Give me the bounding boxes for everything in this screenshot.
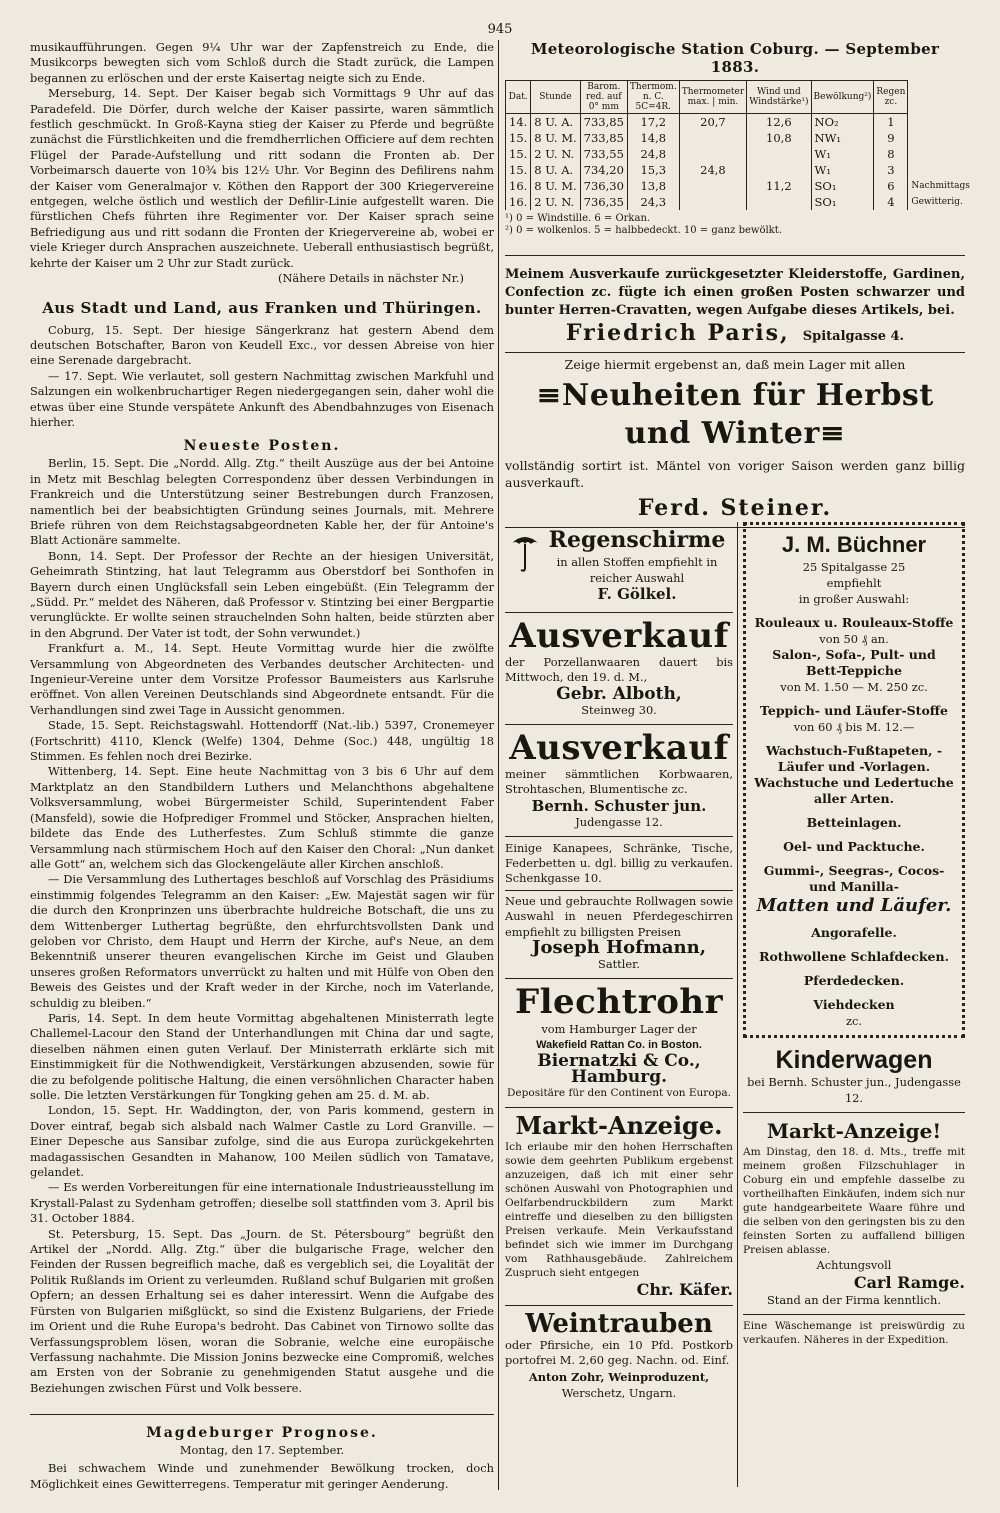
weather-cell-therm: 17,2 <box>627 114 679 131</box>
ad-line: Matten und Läufer. <box>756 895 952 916</box>
ad-line: Gummi-, Seegras-, Cocos- und Manilla- <box>763 863 945 894</box>
weather-cell-therm: 24,3 <box>627 194 679 210</box>
divider <box>505 255 965 256</box>
weather-cell-bew: 1 <box>874 114 908 131</box>
ad-text: Achtungsvoll <box>816 1258 892 1272</box>
weather-cell-barom: 733,85 <box>580 114 627 131</box>
ad-text: Zeige hiermit ergebenst an, daß mein Lager mit allen <box>564 357 906 372</box>
ad-text: Neue und gebrauchte Rollwagen sowie Auswahl in neuen Pferdegeschirren empfiehlt zu billigsten Preisen <box>505 893 733 939</box>
divider <box>505 890 733 891</box>
ad-headline: Ausverkauf <box>509 616 729 656</box>
ad-address: Werschetz, Ungarn. <box>561 1385 677 1400</box>
forecast-date: Montag, den 17. September. <box>179 1443 345 1458</box>
paragraph-bonn: Bonn, 14. Sept. Der Professor der Rechte an der hiesigen Universität, Geheimrath Stintzing, hat laut Telegramm aus Oberstdorf bei Sonthofen in Bayern durch einen Unglücksfall sein Leben eingebüßt. (Ein Telegramm der „Südd. Pr.“ meldet des Näheren, daß Professor v. Stintzing bei einer Bergpartie verunglückte. Er wollte seinen strauchelnden Sohn halten, beide stürzten aber in den Abgrund. Der Vater ist todt, der Sohn verwundet.) <box>30 548 494 640</box>
page-number: 945 <box>487 22 513 37</box>
ad-line: Wachstuch-Fußtapeten, -Läufer und -Vorlagen. <box>765 743 943 774</box>
weather-cell-max: 20,7 <box>679 114 747 131</box>
weather-cell-wind: W₁ <box>811 146 874 162</box>
ad-hofmann <box>505 837 733 979</box>
ad-kinderwagen <box>743 1042 965 1113</box>
ad-line: Rothwollene Schlafdecken. <box>759 949 949 964</box>
weather-cell-bew: 3 <box>874 162 908 178</box>
col-header: Thermom. n. C. 5C=4R. <box>627 81 679 114</box>
continued-note: (Nähere Details in nächster Nr.) <box>278 271 464 286</box>
news-column <box>30 40 494 1492</box>
ad-stack-right <box>743 522 965 1353</box>
ad-flechtrohr <box>505 979 733 1108</box>
forecast-heading: Magdeburger Prognose. <box>146 1425 378 1442</box>
ad-buechner <box>743 522 965 1038</box>
ad-headline: Regenschirme <box>548 527 726 553</box>
weather-cell-bew: 9 <box>874 130 908 146</box>
weather-cell-barom: 736,30 <box>580 178 627 194</box>
ad-text: Meinem Ausverkaufe zurückgesetzter Kleiderstoffe, Gardinen, Confection zc. fügte ich einen großen Posten schwarzer und bunter Herren-Cravatten, wegen Aufgabe dieses Artikels, bei. <box>505 267 965 318</box>
ad-line: Rouleaux u. Rouleaux-Stoffe <box>754 615 954 630</box>
col-header: Bewölkung²) <box>811 81 874 114</box>
ad-text: Wakefield Rattan Co. in Boston. <box>536 1039 702 1052</box>
column-divider <box>498 40 499 1490</box>
forecast-text: Bei schwachem Winde und zunehmender Bewölkung trocken, doch Möglichkeit eines Gewitterregens. Temperatur mit geringer Aenderung. <box>30 1461 494 1491</box>
ad-text: Ich erlaube mir den hohen Herrschaften sowie dem geehrten Publikum ergebenst anzuzeigen, daß ich mit einer sehr schönen Auswahl von Photographien und Oelfarbendruckbildern zum Markt eintreffe und dieselben zu den billigsten Preisen verkaufe. Mein Verkaufsstand befindet sich wie immer im Durchgang vom Rathhausgebäude. Zahlreichem Zuspruch sieht entgegen <box>505 1141 733 1280</box>
weather-cell-wind: W₁ <box>811 162 874 178</box>
ad-signature: Chr. Käfer. <box>636 1280 733 1300</box>
weather-cell-stunde: 2 U. N. <box>531 194 580 210</box>
col-header: Wind und Windstärke¹) <box>747 81 811 114</box>
weather-cell-barom: 734,20 <box>580 162 627 178</box>
ad-text: Einige Kanapees, Schränke, Tische, Federbetten u. dgl. billig zu verkaufen. Schenkgasse 10. <box>505 840 733 886</box>
weather-row <box>506 130 974 146</box>
weather-cell-stunde: 8 U. M. <box>531 178 580 194</box>
paragraph-paris: Paris, 14. Sept. In dem heute Vormittag abgehaltenen Ministerrath legte Challemel-Lacour den Stand der Unterhandlungen mit China dar und sagte, dieselben nähmen einen guten Verlauf. Der Ministerrath erklärte sich mit Einstimmigkeit für die Nothwendigkeit, Verstärkungen abzusenden, sowie für die zu befolgende politische Haltung, die einen versöhnlichen Character haben solle. Die letzten Verstärkungen für Tongking gehen am 25. d. M. ab. <box>30 1010 494 1102</box>
weather-row <box>506 162 974 178</box>
ad-line: von 50 ₰ an. <box>819 632 889 646</box>
weather-station-title: Meteorologische Station Coburg. — September 1883. <box>530 40 940 76</box>
ad-headline: ≡Neuheiten für Herbst und Winter≡ <box>536 378 934 451</box>
weather-cell-dat: 16. <box>506 178 531 194</box>
weather-cell-note: Gewitterig. <box>911 197 963 207</box>
ad-line: von 60 ₰ bis M. 12.— <box>793 720 915 734</box>
weather-cell-min: 12,6 <box>747 114 811 131</box>
ad-headline: J. M. Büchner <box>781 532 927 557</box>
weather-cell-min <box>747 146 811 162</box>
ad-stack-left <box>505 522 733 1407</box>
ad-steiner <box>505 353 965 528</box>
weather-cell-dat: 14. <box>506 114 531 131</box>
ad-address: Steinweg 30. <box>581 702 657 717</box>
ad-headline: Kinderwagen <box>775 1046 933 1074</box>
paragraph-coburg: Coburg, 15. Sept. Der hiesige Sängerkranz hat gestern Abend dem deutschen Botschafter, Baron von Keudell Exc., vor dessen Abreise von hier eine Serenade dargebracht. <box>30 322 494 368</box>
ad-headline: Markt-Anzeige. <box>515 1111 723 1141</box>
paragraph-petersburg: St. Petersburg, 15. Sept. Das „Journ. de St. Pétersbourg“ begrüßt den Artikel der „Nordd. Allg. Ztg.“ über die bulgarische Frage, welcher den Feinden der Russen begreiflich mache, daß es vergeblich sei, die Loyalität der Politik Rußlands im Orient zu verleumden. Rußland schuf Bulgarien mit großen Opfern; an dessen Erhaltung sei es daher interessirt. Wenn die Aufgabe des Fürsten von Bulgarien mißglückt, so sind die Existenz Bulgariens, der Friede im Orient und die Ruhe Europa's bedroht. Das Cabinet von Tirnowo sollte das Verfassungsproblem lösen, woran die Sobranie, welche eine europäische Verfassung nachahmte. Die Mission Jonins bezwecke eine Compromiß, welches am Ersten von der Sobranie zu genehmigenden Statut ausgehe und die Beziehungen zwischen Fürst und Volk bessere. <box>30 1226 494 1395</box>
ad-line: Teppich- und Läufer-Stoffe <box>760 703 948 718</box>
weather-cell-note: Nachmittags <box>911 181 970 191</box>
weather-cell-barom: 733,85 <box>580 130 627 146</box>
weather-cell-max <box>679 194 747 210</box>
ad-line: Pferdedecken. <box>803 973 905 988</box>
paragraph-stade: Stade, 15. Sept. Reichstagswahl. Hottendorff (Nat.-lib.) 5397, Cronemeyer (Fortschritt) 4110, Klenck (Welfe) 1304, Dehme (Soc.) 448, ungültig 18 Stimmen. Es fehlen noch drei Bezirke. <box>30 718 494 764</box>
weather-cell-min <box>747 194 811 210</box>
ad-goelkel <box>505 522 733 613</box>
paragraph-wittenberg: Wittenberg, 14. Sept. Eine heute Nachmittag von 3 bis 6 Uhr auf dem Marktplatz an den Standbildern Luthers und Melanchthons abgehaltene Volksversammlung, wobei Bürgermeister Schild, Superintendent Faber (Mansfeld), sowie die Hofprediger Frommel und Stöcker, Ansprachen hielten, bildete das Ende des Lutherfestes. Zum Schluß stimmte die ganze Versammlung nach stürmischem Hoch auf den Kaiser den Choral: „Nun danket alle Gott“ an, welchem sich das Glockengeläute aller Kirchen anschloß. <box>30 764 494 871</box>
ad-text: vom Hamburger Lager der <box>541 1022 697 1037</box>
weather-cell-therm: 13,8 <box>627 178 679 194</box>
weather-cell-dat: 16. <box>506 194 531 210</box>
col-header: Thermometer max. | min. <box>679 81 747 114</box>
weather-cell-barom: 736,35 <box>580 194 627 210</box>
weather-cell-dat: 15. <box>506 162 531 178</box>
weather-row <box>506 194 974 210</box>
ad-headline: Markt-Anzeige! <box>766 1119 942 1143</box>
section-heading-news: Neueste Posten. <box>183 438 341 455</box>
weather-cell-therm: 15,3 <box>627 162 679 178</box>
weather-table <box>505 80 974 210</box>
ad-signature: Bernh. Schuster jun. <box>531 796 707 815</box>
col-header: Dat. <box>506 81 531 114</box>
ad-line: von M. 1.50 — M. 250 zc. <box>780 680 928 694</box>
paragraph-luthertag: — Die Versammlung des Luthertages beschloß auf Vorschlag des Präsidiums einstimmig folgendes Telegramm an den Kaiser: „Ew. Majestät sagen wir für die durch den Kronprinzen uns überbrachte huldreiche Botschaft, die uns zu dem Wittenberger Luthertag begrüßte, den ehrfurchtsvollsten Dank und geloben vor Christo, dem Haupt und Herrn der Kirche, auf's Neue, an dem Bekenntniß unserer theuren evangelischen Kirche im Geist und Glauben unseres großen Reformators unverrückt zu halten und mit Hülfe von Oben den Beweis des Geistes und der Kraft weder in der Kirche, noch im Vaterlande, schuldig zu bleiben.“ <box>30 872 494 1010</box>
weather-cell-note <box>908 146 973 162</box>
weather-footnote: ¹) 0 = Windstille. 6 = Orkan. <box>505 213 651 224</box>
paragraph-berlin: Berlin, 15. Sept. Die „Nordd. Allg. Ztg.“ theilt Auszüge aus der bei Antoine in Metz mit Beschlag belegten Correspondenz über dessen Verbindungen in Frankreich und die Unterstützung seiner Bestrebungen durch Franzosen, namentlich bei der beabsichtigten Gründung seines Journals, mit. Mehrere Briefe rühren von dem Reichstagsabgeordneten Kable her, der für Antoine's Blatt Actionäre sammelte. <box>30 456 494 548</box>
ad-line: in großer Auswahl: <box>798 592 910 606</box>
col-header: Stunde <box>531 81 580 114</box>
ad-line: zc. <box>845 1014 862 1028</box>
weather-cell-stunde: 8 U. M. <box>531 130 580 146</box>
ad-alboth <box>505 613 733 725</box>
ad-line: 25 Spitalgasse 25 <box>802 560 906 574</box>
weather-cell-min <box>747 162 811 178</box>
weather-cell-stunde: 8 U. A. <box>531 162 580 178</box>
ad-headline: Ausverkauf <box>509 727 729 768</box>
weather-cell-stunde: 8 U. A. <box>531 114 580 131</box>
ad-waeschemange <box>743 1315 965 1353</box>
ad-line: Wachstuche und Ledertuche aller Arten. <box>754 775 954 806</box>
paragraph-exhibition: — Es werden Vorbereitungen für eine internationale Industrieausstellung im Krystall-Palast zu Sydenham getroffen; dieselbe soll stattfinden vom 3. April bis 31. October 1884. <box>30 1180 494 1226</box>
ad-line: empfiehlt <box>826 576 882 590</box>
ad-text: meiner sämmtlichen Korbwaaren, Strohtaschen, Blumentische zc. <box>505 766 733 797</box>
col-header: Regen zc. <box>874 81 908 114</box>
ad-kaefer <box>505 1108 733 1306</box>
paragraph-frankfurt: Frankfurt a. M., 14. Sept. Heute Vormittag wurde hier die zwölfte Versammlung von Abgeordneten des Verbandes deutscher Architecten- und Ingenieur-Vereine unter dem Vorsitze Professor Baumeisters aus Karlsruhe eröffnet. Von allen Vereinen Deutschlands sind Abgeordnete entsandt. Für die Verhandlungen sind zwei Tage in Aussicht genommen. <box>30 641 494 717</box>
ad-headline: Weintrauben <box>525 1309 713 1340</box>
ad-schuster <box>505 725 733 837</box>
weather-cell-note <box>908 114 973 131</box>
ad-line: Viehdecken <box>813 997 895 1012</box>
weather-cell-dat: 15. <box>506 146 531 162</box>
weather-cell-therm: 14,8 <box>627 130 679 146</box>
ad-text: Stand an der Firma kenntlich. <box>767 1293 941 1307</box>
weather-cell-bew: 4 <box>874 194 908 210</box>
ad-paris <box>505 262 965 353</box>
ad-signature: Joseph Hofmann, <box>532 937 706 959</box>
weather-row <box>506 178 974 194</box>
weather-cell-wind: SO₁ <box>811 178 874 194</box>
col-header: Barom. red. auf 0° mm <box>580 81 627 114</box>
ad-signature: Anton Zohr, Weinproduzent, <box>528 1369 710 1384</box>
weather-cell-bew: 6 <box>874 178 908 194</box>
ad-signature: Friedrich Paris, Spitalgasse 4. <box>565 320 905 346</box>
ad-address: Judengasse 12. <box>575 814 663 829</box>
weather-cell-dat: 15. <box>506 130 531 146</box>
ad-text: Am Dinstag, den 18. d. Mts., treffe mit meinem großen Filzschuhlager in Coburg ein und empfehle dasselbe zu vortheilhaften Einkäufen, indem sich nur gute handgearbeitete Waare führe und die selben von den geringsten bis zu den feinsten Sorten zu auffallend billigen Preisen ablasse. <box>743 1146 965 1256</box>
weather-cell-max <box>679 178 747 194</box>
paragraph-london: London, 15. Sept. Hr. Waddington, der, von Paris kommend, gestern in Dover eintraf, begab sich alsbald nach Walmer Castle zu Lord Granville. — Einer Depesche aus Sansibar zufolge, sind die aus Europa zurückgekehrten madagassischen Gesandten in Mahanow, 100 Meilen südlich von Tamatave, gelandet. <box>30 1103 494 1180</box>
ad-text: oder Pfirsiche, ein 10 Pfd. Postkorb portofrei M. 2,60 geg. Nachn. od. Einf. <box>505 1338 733 1368</box>
divider <box>30 1414 494 1415</box>
weather-footnote: ²) 0 = wolkenlos. 5 = halbbedeckt. 10 = ganz bewölkt. <box>505 225 782 236</box>
weather-cell-min: 10,8 <box>747 130 811 146</box>
weather-cell-therm: 24,8 <box>627 146 679 162</box>
weather-cell-wind: SO₁ <box>811 194 874 210</box>
ad-signature: Biernatzki & Co., Hamburg. <box>537 1051 701 1088</box>
weather-row <box>506 114 974 131</box>
ad-text: bei Bernh. Schuster jun., Judengasse 12. <box>747 1075 961 1105</box>
ad-zohr <box>505 1306 733 1407</box>
weather-cell-wind: NO₂ <box>811 114 874 131</box>
ad-ramge <box>743 1113 965 1315</box>
ad-line: Betteinlagen. <box>806 815 902 830</box>
weather-cell-note <box>908 162 973 178</box>
weather-cell-bew: 8 <box>874 146 908 162</box>
weather-row <box>506 146 974 162</box>
weather-cell-max <box>679 146 747 162</box>
paragraph-coburg-2: — 17. Sept. Wie verlautet, soll gestern Nachmittag zwischen Markfuhl und Salzungen ein wolkenbruchartiger Regen niedergegangen sein, daher wohl die etwas über eine Stunde verspätete Ankunft des Abendbahnzuges von Eisenach hierher. <box>30 368 494 429</box>
ad-signature: Ferd. Steiner. <box>637 495 833 521</box>
ad-role: Sattler. <box>598 957 640 972</box>
ad-signature: Carl Ramge. <box>853 1273 965 1292</box>
ad-headline: Flechtrohr <box>514 982 724 1023</box>
ad-signature: F. Gölkel. <box>597 585 677 603</box>
ad-line: Salon-, Sofa-, Pult- und Bett-Teppiche <box>772 647 936 678</box>
ad-text: Depositäre für den Continent von Europa. <box>507 1087 731 1100</box>
ad-text: vollständig sortirt ist. Mäntel von voriger Saison werden ganz billig ausverkauft. <box>505 458 965 490</box>
umbrella-icon <box>509 530 541 574</box>
paragraph-merseburg: Merseburg, 14. Sept. Der Kaiser begab sich Vormittags 9 Uhr auf das Paradefeld. Die Dörfer, durch welche der Kaiser passirte, waren sämmtlich festlich geschmückt. In Groß-Kayna stieg der Kaiser zu Pferde und begrüßte zunächst die Fürstlichkeiten und die fremdherrlichen Officiere auf dem rechten Flügel der Parade-Aufstellung und ritt sodann die Fronten ab. Der Vorbeimarsch dauerte von 10¾ bis 12½ Uhr. Vor Beginn des Defilirens nahm der Kaiser vom Generalmajor v. Köthen den Rapport der 300 Kriegervereine entgegen, welche östlich und westlich der Defilir-Linie aufgestellt waren. Die fürstlichen Chefs führten ihre Regimenter vor. Der Kaiser sprach seine Befriedigung aus und ritt sodann die Fronten der Kriegervereine ab, wobei er viele Krieger durch Ansprachen auszeichnete. Ueberall enthusiastisch begrüßt, kehrte der Kaiser um 2 Uhr zur Stadt zurück. <box>30 86 494 270</box>
ad-text: der Porzellanwaaren dauert bis Mittwoch, den 19. d. M., <box>505 655 733 685</box>
ad-text: in allen Stoffen empfiehlt in reicher Auswahl <box>556 555 718 585</box>
weather-cell-min: 11,2 <box>747 178 811 194</box>
weather-cell-stunde: 2 U. N. <box>531 146 580 162</box>
paragraph: musikaufführungen. Gegen 9¼ Uhr war der Zapfenstreich zu Ende, die Musikcorps bewegten sich vom Schloß durch die Stadt zurück, die Lampen begannen zu erlöschen und der erste Kaisertag neigte sich zu Ende. <box>30 40 494 85</box>
ads-column <box>505 40 970 1400</box>
section-heading-regional: Aus Stadt und Land, aus Franken und Thüringen. <box>42 298 482 317</box>
ad-line: Oel- und Packtuche. <box>783 839 925 854</box>
weather-cell-wind: NW₁ <box>811 130 874 146</box>
ad-divider <box>737 522 738 1487</box>
ad-lines <box>754 559 954 1029</box>
ad-line: Angorafelle. <box>811 925 897 940</box>
ad-text: Eine Wäschemange ist preiswürdig zu verkaufen. Näheres in der Expedition. <box>743 1320 965 1346</box>
weather-cell-barom: 733,55 <box>580 146 627 162</box>
ad-signature: Gebr. Alboth, <box>556 683 682 704</box>
weather-cell-max: 24,8 <box>679 162 747 178</box>
weather-cell-note <box>908 130 973 146</box>
weather-cell-max <box>679 130 747 146</box>
